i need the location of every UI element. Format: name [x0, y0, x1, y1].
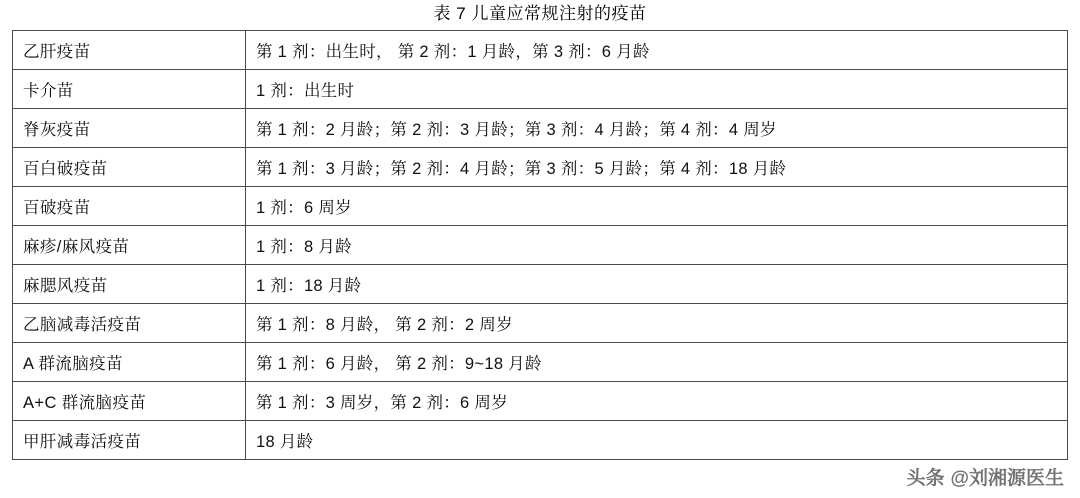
- vaccine-name-cell: A+C 群流脑疫苗: [13, 382, 246, 421]
- vaccine-name-cell: 麻腮风疫苗: [13, 265, 246, 304]
- table-row: [13, 70, 1068, 109]
- vaccine-name-cell: 卡介苗: [13, 70, 246, 109]
- vaccine-schedule-cell: 第 1 剂：6 月龄， 第 2 剂：9~18 月龄: [246, 343, 1068, 382]
- table-row: [13, 109, 1068, 148]
- vaccine-schedule-cell: 1 剂：6 周岁: [246, 187, 1068, 226]
- table-row: [13, 226, 1068, 265]
- table-row: [13, 148, 1068, 187]
- table-row: [13, 421, 1068, 460]
- vaccine-schedule-cell: 第 1 剂：2 月龄；第 2 剂：3 月龄；第 3 剂：4 月龄；第 4 剂：4 周岁: [246, 109, 1068, 148]
- vaccine-name-cell: 脊灰疫苗: [13, 109, 246, 148]
- table-row: [13, 343, 1068, 382]
- table-row: [13, 31, 1068, 70]
- watermark: [906, 463, 1064, 490]
- vaccine-name-cell: 甲肝减毒活疫苗: [13, 421, 246, 460]
- watermark-author: @刘湘源医生: [950, 468, 1064, 489]
- vaccine-name-cell: 麻疹/麻风疫苗: [13, 226, 246, 265]
- toutiao-logo-icon: 头条: [906, 468, 945, 489]
- vaccine-schedule-cell: 第 1 剂：8 月龄， 第 2 剂：2 周岁: [246, 304, 1068, 343]
- vaccine-schedule-cell: 第 1 剂：3 月龄；第 2 剂：4 月龄；第 3 剂：5 月龄；第 4 剂：18 月龄: [246, 148, 1068, 187]
- vaccine-schedule-table: [12, 30, 1068, 460]
- vaccine-schedule-cell: 1 剂：18 月龄: [246, 265, 1068, 304]
- vaccine-schedule-cell: 第 1 剂：3 周岁，第 2 剂：6 周岁: [246, 382, 1068, 421]
- vaccine-name-cell: 百破疫苗: [13, 187, 246, 226]
- vaccine-name-cell: 百白破疫苗: [13, 148, 246, 187]
- table-row: [13, 304, 1068, 343]
- vaccine-schedule-cell: 1 剂：出生时: [246, 70, 1068, 109]
- vaccine-schedule-cell: 18 月龄: [246, 421, 1068, 460]
- table-row: [13, 265, 1068, 304]
- table-title: 表 7 儿童应常规注射的疫苗: [433, 4, 647, 23]
- vaccine-name-cell: 乙脑减毒活疫苗: [13, 304, 246, 343]
- table-row: [13, 382, 1068, 421]
- vaccine-schedule-cell: 1 剂：8 月龄: [246, 226, 1068, 265]
- table-body: [13, 31, 1068, 460]
- table-row: [13, 187, 1068, 226]
- vaccine-schedule-cell: 第 1 剂：出生时， 第 2 剂：1 月龄，第 3 剂：6 月龄: [246, 31, 1068, 70]
- vaccine-name-cell: 乙肝疫苗: [13, 31, 246, 70]
- vaccine-name-cell: A 群流脑疫苗: [13, 343, 246, 382]
